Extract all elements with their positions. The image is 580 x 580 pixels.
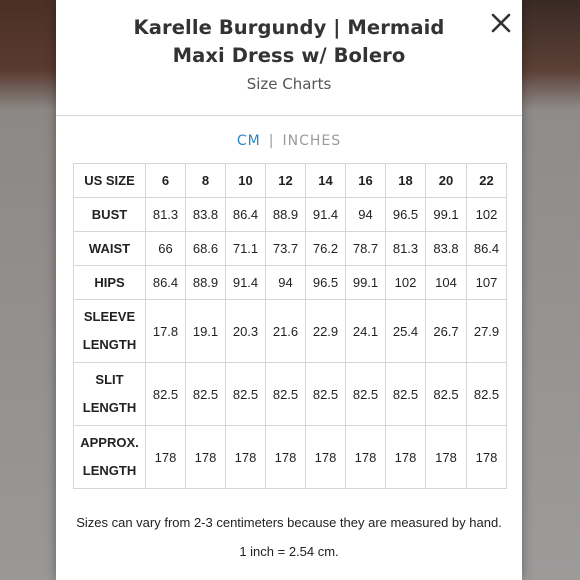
table-cell: 96.5 xyxy=(306,266,346,300)
table-cell: 91.4 xyxy=(226,266,266,300)
header-size-cell: 16 xyxy=(346,164,386,198)
table-row xyxy=(74,300,507,363)
table-cell: 82.5 xyxy=(186,363,226,426)
table-cell: 71.1 xyxy=(226,232,266,266)
close-icon xyxy=(490,12,512,34)
row-label-line: BUST xyxy=(91,206,128,222)
row-label xyxy=(74,198,146,232)
header-size-cell: 20 xyxy=(426,164,467,198)
background-right xyxy=(522,0,580,580)
row-label xyxy=(74,300,146,363)
table-cell: 86.4 xyxy=(467,232,507,266)
header-size-cell: 14 xyxy=(306,164,346,198)
table-cell: 99.1 xyxy=(426,198,467,232)
table-header-row xyxy=(74,164,507,198)
table-cell: 104 xyxy=(426,266,467,300)
unit-inches-tab[interactable]: INCHES xyxy=(282,133,342,149)
table-cell: 94 xyxy=(346,198,386,232)
table-cell: 19.1 xyxy=(186,300,226,363)
table-cell: 83.8 xyxy=(426,232,467,266)
table-cell: 178 xyxy=(226,426,266,489)
table-cell: 88.9 xyxy=(266,198,306,232)
table-cell: 102 xyxy=(467,198,507,232)
table-cell: 82.5 xyxy=(346,363,386,426)
table-cell: 94 xyxy=(266,266,306,300)
table-cell: 82.5 xyxy=(226,363,266,426)
table-cell: 86.4 xyxy=(146,266,186,300)
table-cell: 17.8 xyxy=(146,300,186,363)
table-cell: 82.5 xyxy=(146,363,186,426)
unit-cm-tab[interactable]: CM xyxy=(236,133,261,149)
table-cell: 83.8 xyxy=(186,198,226,232)
table-cell: 107 xyxy=(467,266,507,300)
unit-separator: | xyxy=(268,133,275,149)
row-label-line: SLIT xyxy=(95,372,124,387)
table-cell: 82.5 xyxy=(386,363,426,426)
close-button[interactable] xyxy=(490,12,512,34)
unit-toggle xyxy=(56,133,522,149)
row-label-line: HIPS xyxy=(94,274,125,290)
row-label xyxy=(74,266,146,300)
table-cell: 178 xyxy=(306,426,346,489)
table-cell: 21.6 xyxy=(266,300,306,363)
row-label-line: LENGTH xyxy=(82,463,137,478)
header-size-cell: 22 xyxy=(467,164,507,198)
table-cell: 76.2 xyxy=(306,232,346,266)
table-cell: 91.4 xyxy=(306,198,346,232)
table-cell: 96.5 xyxy=(386,198,426,232)
header-size-cell: 12 xyxy=(266,164,306,198)
modal-title: Karelle Burgundy | Mermaid Maxi Dress w/ Bolero xyxy=(133,16,445,67)
table-row xyxy=(74,232,507,266)
row-label-line: APPROX. xyxy=(80,435,139,450)
table-cell: 102 xyxy=(386,266,426,300)
table-cell: 88.9 xyxy=(186,266,226,300)
table-cell: 78.7 xyxy=(346,232,386,266)
modal-subtitle: Size Charts xyxy=(246,75,332,93)
table-cell: 178 xyxy=(426,426,467,489)
modal-header xyxy=(56,0,522,116)
table-cell: 178 xyxy=(386,426,426,489)
table-cell: 178 xyxy=(186,426,226,489)
table-cell: 86.4 xyxy=(226,198,266,232)
background-left xyxy=(0,0,56,580)
row-label xyxy=(74,426,146,489)
header-size-cell: 6 xyxy=(146,164,186,198)
table-cell: 178 xyxy=(467,426,507,489)
size-chart-table xyxy=(73,163,507,489)
table-cell: 81.3 xyxy=(146,198,186,232)
table-row xyxy=(74,363,507,426)
table-cell: 82.5 xyxy=(266,363,306,426)
header-size-cell: 8 xyxy=(186,164,226,198)
table-cell: 178 xyxy=(146,426,186,489)
table-cell: 82.5 xyxy=(467,363,507,426)
row-label-line: LENGTH xyxy=(82,337,137,352)
table-cell: 99.1 xyxy=(346,266,386,300)
row-label-line: LENGTH xyxy=(82,400,137,415)
row-label-line: SLEEVE xyxy=(83,309,136,324)
row-label xyxy=(74,232,146,266)
table-cell: 73.7 xyxy=(266,232,306,266)
row-label-line: WAIST xyxy=(88,240,131,256)
table-row xyxy=(74,266,507,300)
table-cell: 26.7 xyxy=(426,300,467,363)
table-cell: 66 xyxy=(146,232,186,266)
header-size-cell: 18 xyxy=(386,164,426,198)
header-size-cell: 10 xyxy=(226,164,266,198)
table-cell: 82.5 xyxy=(306,363,346,426)
table-cell: 81.3 xyxy=(386,232,426,266)
size-chart-modal xyxy=(56,0,522,580)
table-cell: 22.9 xyxy=(306,300,346,363)
table-row xyxy=(74,198,507,232)
header-us-size: US SIZE xyxy=(74,164,146,198)
row-label xyxy=(74,363,146,426)
table-cell: 24.1 xyxy=(346,300,386,363)
table-cell: 25.4 xyxy=(386,300,426,363)
table-cell: 68.6 xyxy=(186,232,226,266)
table-row xyxy=(74,426,507,489)
table-cell: 20.3 xyxy=(226,300,266,363)
size-note: Sizes can vary from 2-3 centimeters because they are measured by hand. 1 inch = 2.54 cm. xyxy=(76,515,502,559)
table-cell: 82.5 xyxy=(426,363,467,426)
table-cell: 178 xyxy=(346,426,386,489)
table-cell: 178 xyxy=(266,426,306,489)
table-cell: 27.9 xyxy=(467,300,507,363)
